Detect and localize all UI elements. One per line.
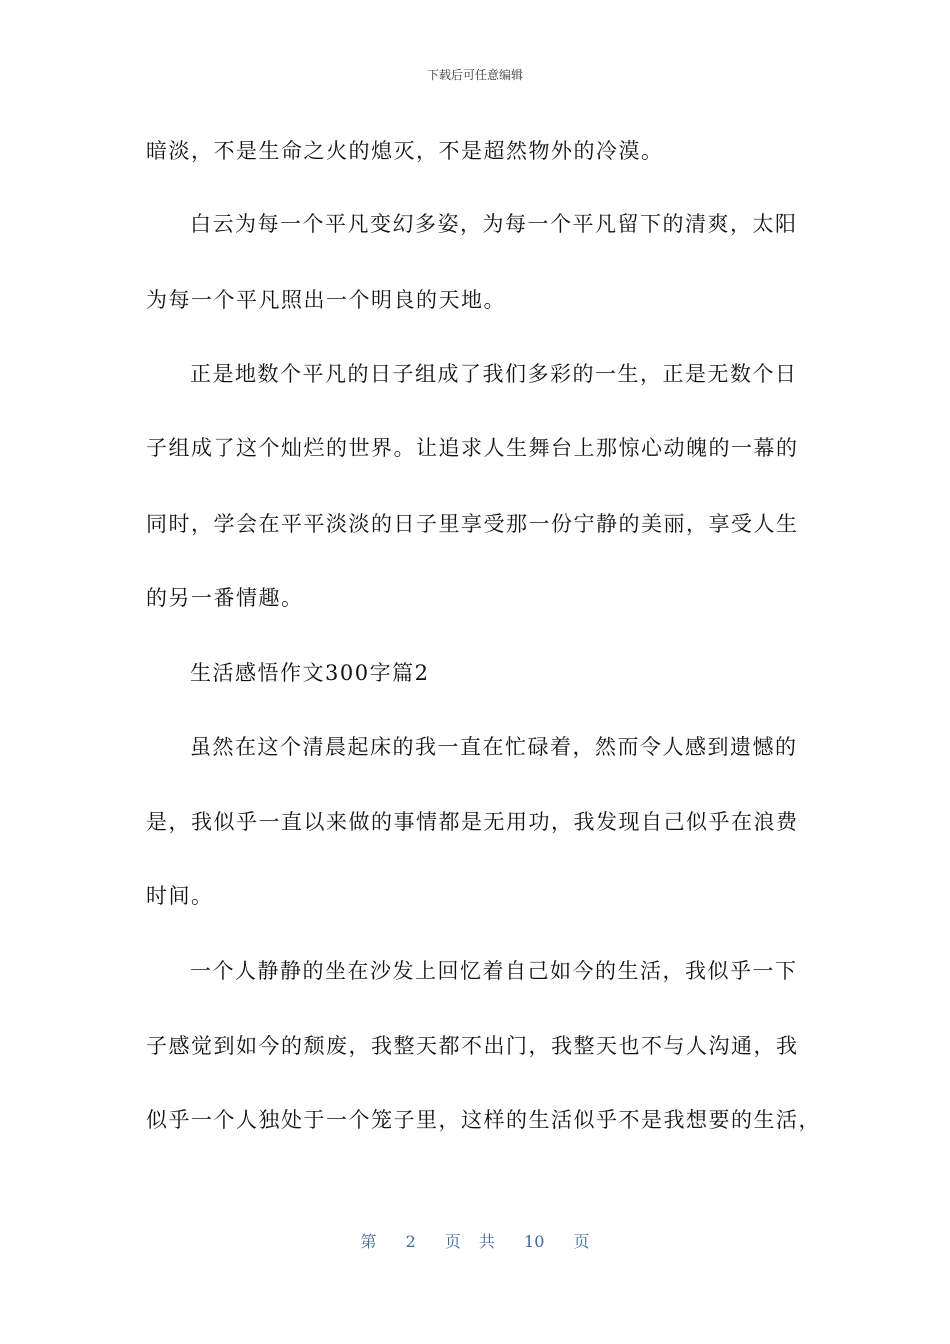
text-line: 时间。	[146, 884, 214, 908]
footer-page-unit: 页	[444, 1232, 461, 1251]
text-line: 暗淡，不是生命之火的熄灭，不是超然物外的冷漠。	[146, 139, 664, 163]
footer-page-number: 2	[405, 1232, 416, 1251]
section-heading: 生活感悟作文300字篇2	[190, 661, 430, 685]
text-line: 正是地数个平凡的日子组成了我们多彩的一生，正是无数个日	[190, 362, 798, 386]
footer-page-label: 第	[360, 1232, 377, 1251]
footer-total-pages: 10	[524, 1232, 545, 1251]
text-line: 同时，学会在平平淡淡的日子里享受那一份宁静的美丽，享受人生	[146, 512, 799, 536]
page-header: 下载后可任意编辑	[426, 68, 523, 82]
text-line: 的另一番情趣。	[146, 586, 304, 610]
text-line: 子感觉到如今的颓废，我整天都不出门，我整天也不与人沟通，我	[146, 1034, 799, 1058]
page-footer	[0, 1229, 950, 1252]
footer-total-unit: 页	[573, 1232, 590, 1251]
text-line: 是，我似乎一直以来做的事情都是无用功，我发现自己似乎在浪费	[146, 810, 799, 834]
text-line: 子组成了这个灿烂的世界。让追求人生舞台上那惊心动魄的一幕的	[146, 436, 799, 460]
text-line: 虽然在这个清晨起床的我一直在忙碌着，然而令人感到遗憾的	[190, 735, 798, 759]
text-line: 白云为每一个平凡变幻多姿，为每一个平凡留下的清爽，太阳	[190, 212, 798, 236]
text-line: 似乎一个人独处于一个笼子里，这样的生活似乎不是我想要的生活，	[146, 1108, 821, 1132]
text-line: 一个人静静的坐在沙发上回忆着自己如今的生活，我似乎一下	[190, 959, 798, 983]
text-line: 为每一个平凡照出一个明良的天地。	[146, 288, 506, 312]
footer-total-label: 共	[478, 1232, 495, 1251]
